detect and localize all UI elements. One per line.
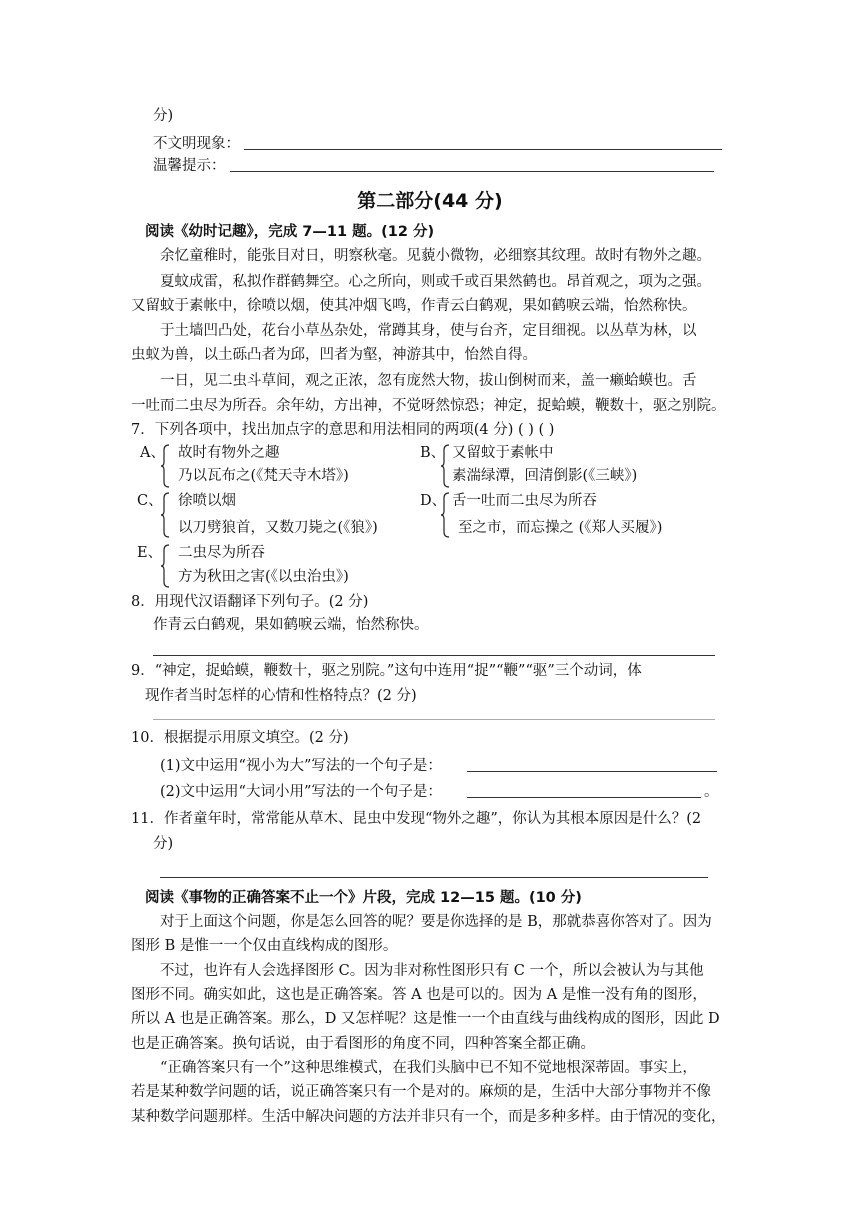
tip-label: 温馨提示： — [153, 158, 226, 174]
reading1-paragraph-1: 余忆童稚时，能张目对日，明察秋毫。见藐小微物，必细察其纹理。故时有物外之趣。 — [160, 248, 711, 264]
q7-option-e-brace — [160, 544, 168, 588]
reading1-paragraph-3b: 虫蚁为兽，以土砾凸者为邱，凹者为壑，神游其中，怡然自得。 — [131, 347, 537, 363]
reading1-heading: 阅读《幼时记趣》，完成 7—11 题。(12 分) — [145, 224, 435, 240]
q10-stem: 10．根据提示用原文填空。(2 分) — [131, 730, 349, 746]
q9-stem-line2: 现作者当时怎样的心情和性格特点？(2 分) — [145, 688, 417, 704]
q9-stem-line1: 9．“神定，捉蛤蟆，鞭数十，驱之别院。”这句中连用“捉”“鞭”“驱”三个动词，体 — [131, 663, 642, 679]
q7-option-d1: 舌一吐而二虫尽为所吞 — [452, 493, 597, 509]
q10-sub2: (2)文中运用“大词小用”写法的一个句子是： — [160, 784, 442, 800]
q7-stem: 7．下列各项中，找出加点字的意思和用法相同的两项(4 分) ( ) ( ) — [131, 422, 555, 438]
q7-option-a2: 乃以瓦布之(《梵天寺木塔》) — [178, 468, 349, 484]
q10-sub1-answer-line[interactable] — [467, 771, 717, 772]
reading2-heading: 阅读《事物的正确答案不止一个》片段，完成 12—15 题。(10 分) — [145, 890, 582, 906]
q11-stem-line2: 分) — [153, 836, 174, 852]
q10-sub2-end: 。 — [704, 784, 719, 800]
reading2-paragraph-1b: 图形 B 是惟一一个仅由直线构成的图形。 — [131, 938, 398, 954]
reading2-paragraph-3a: “正确答案只有一个”这种思维模式，在我们头脑中已不知不觉地根深蒂固。事实上， — [160, 1060, 697, 1076]
q7-option-b1: 又留蚊于素帐中 — [452, 445, 554, 461]
reading1-paragraph-4b: 一吐而二虫尽为所吞。余年幼，方出神，不觉呀然惊恐；神定，捉蛤蟆，鞭数十，驱之别院。 — [131, 398, 726, 414]
reading1-paragraph-2b: 又留蚊于素帐中，徐喷以烟，使其冲烟飞鸣，作青云白鹤观，果如鹤唳云端，怡然称快。 — [131, 298, 697, 314]
reading2-paragraph-1a: 对于上面这个问题，你是怎么回答的呢？要是你选择的是 B，那就恭喜你答对了。因为 — [160, 914, 712, 930]
q7-option-d-brace — [440, 492, 448, 538]
uncivil-answer-line[interactable] — [244, 149, 722, 150]
q7-option-a1: 故时有物外之趣 — [178, 445, 280, 461]
q7-option-d2: 至之市，而忘操之 (《郑人买履》) — [458, 520, 663, 536]
q7-option-b2: 素湍绿潭，回清倒影(《三峡》) — [452, 468, 638, 484]
q11-answer-line[interactable] — [160, 877, 708, 878]
reading1-paragraph-4a: 一日，见二虫斗草间，观之正浓，忽有庞然大物，拔山倒树而来，盖一癞蛤蟆也。舌 — [160, 373, 697, 389]
q7-option-a-label: A、 — [140, 445, 165, 461]
q7-option-b-brace — [440, 444, 448, 488]
q9-answer-line[interactable] — [153, 719, 715, 720]
q10-sub2-answer-line[interactable] — [467, 797, 701, 798]
q8-sentence: 作青云白鹤观，果如鹤唳云端，怡然称快。 — [153, 617, 429, 633]
q7-option-e-label: E、 — [137, 545, 163, 561]
q7-option-e2: 方为秋田之害(《以虫治虫》) — [178, 569, 349, 585]
q11-stem-line1: 11．作者童年时，常常能从草木、昆虫中发现“物外之趣”，你认为其根本原因是什么？(2 — [131, 811, 702, 827]
q7-option-c-brace — [160, 492, 168, 538]
reading2-paragraph-2c: 所以 A 也是正确答案。那么，D 又怎样呢？这是惟一一个由直线与曲线构成的图形，因此 D — [131, 1011, 720, 1027]
reading2-paragraph-2a: 不过，也许有人会选择图形 C。因为非对称性图形只有 C 一个，所以会被认为与其他 — [160, 963, 704, 979]
q7-option-e1: 二虫尽为所吞 — [178, 545, 265, 561]
reading2-paragraph-3b: 若是某种数学问题的话，说正确答案只有一个是对的。麻烦的是，生活中大部分事物并不像 — [131, 1084, 711, 1100]
q7-option-c-label: C、 — [137, 493, 163, 509]
q7-option-c2: 以刀劈狼首，又数刀毙之(《狼》) — [178, 520, 378, 536]
reading1-paragraph-3a: 于土墙凹凸处，花台小草丛杂处，常蹲其身，使与台齐，定目细视。以丛草为林，以 — [160, 323, 697, 339]
reading1-paragraph-2a: 夏蚊成雷，私拟作群鹤舞空。心之所向，则或千或百果然鹤也。昂首观之，项为之强。 — [160, 274, 711, 290]
q10-sub1: (1)文中运用“视小为大”写法的一个句子是： — [160, 758, 442, 774]
q7-option-b-label: B、 — [420, 445, 446, 461]
q8-answer-line[interactable] — [153, 655, 715, 656]
prev-question-tail: 分) — [153, 108, 174, 124]
q8-stem: 8．用现代汉语翻译下列句子。(2 分) — [131, 594, 369, 610]
q7-option-d-label: D、 — [420, 493, 447, 509]
tip-answer-line[interactable] — [230, 171, 714, 172]
uncivil-label: 不文明现象： — [153, 136, 240, 152]
reading2-paragraph-3c: 某种数学问题那样。生活中解决问题的方法并非只有一个，而是多种多样。由于情况的变化， — [131, 1109, 726, 1125]
part2-title: 第二部分(44 分) — [357, 190, 503, 212]
reading2-paragraph-2b: 图形不同。确实如此，这也是正确答案。答 A 也是可以的。因为 A 是惟一没有角的图形， — [131, 987, 707, 1003]
q7-option-a-brace — [160, 444, 168, 488]
reading2-paragraph-2d: 也是正确答案。换句话说，由于看图形的角度不同，四种答案全都正确。 — [131, 1036, 595, 1052]
q7-option-c1: 徐喷以烟 — [178, 493, 236, 509]
